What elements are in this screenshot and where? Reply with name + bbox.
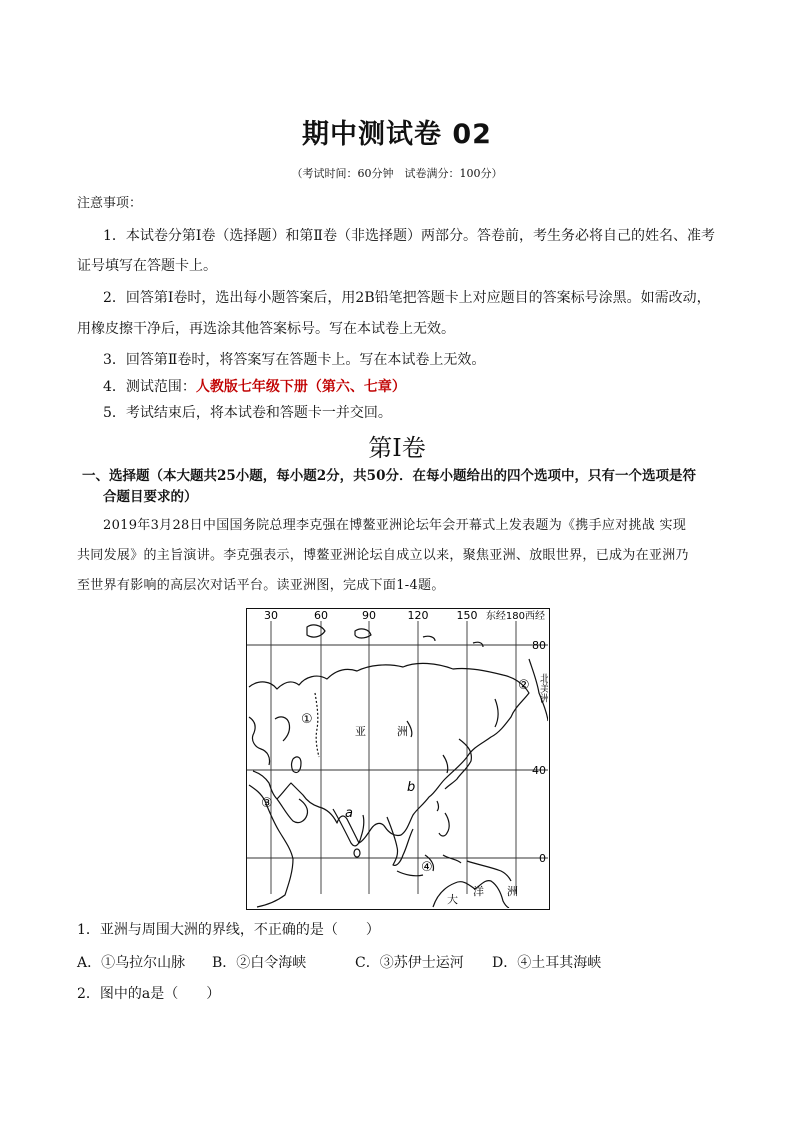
north-america-label: 北美洲 bbox=[537, 673, 548, 703]
lat-label-40: 40 bbox=[532, 764, 546, 777]
notice-item-4-prefix: 4．测试范围： bbox=[103, 379, 196, 395]
part-one-instructions-line-2: 合题目要求的） bbox=[103, 489, 198, 505]
passage-line-3: 至世界有影响的高层次对话平台。读亚洲图，完成下面1-4题。 bbox=[77, 578, 445, 593]
question-1-option-a: A．①乌拉尔山脉 bbox=[77, 955, 186, 971]
passage-line-1: 2019年3月28日中国国务院总理李克强在博鳌亚洲论坛年会开幕式上发表题为《携手应对挑战 实现 bbox=[103, 518, 687, 533]
marker-4: ④ bbox=[421, 860, 433, 875]
question-1-option-b: B．②白令海峡 bbox=[212, 955, 307, 971]
letter-b: b bbox=[407, 780, 416, 795]
marker-2: ② bbox=[518, 678, 530, 693]
asia-label-char-2: 洲 bbox=[397, 725, 408, 738]
lon-label-150: 150 bbox=[456, 609, 478, 622]
notice-item-4 bbox=[103, 377, 406, 397]
part-one-instructions-line-1: 一、选择题（本大题共25小题，每小题2分，共50分．在每小题给出的四个选项中，只有一个选项是符 bbox=[82, 468, 696, 484]
lon-label-180: 东经180西经 bbox=[485, 611, 545, 622]
passage-line-2: 共同发展》的主旨演讲。李克强表示，博鳌亚洲论坛自成立以来，聚焦亚洲、放眼世界，已成为在亚洲乃 bbox=[77, 548, 689, 563]
question-2-stem: 2．图中的a是（ ） bbox=[77, 986, 221, 1002]
lon-label-90: 90 bbox=[362, 609, 376, 622]
notice-heading: 注意事项： bbox=[77, 196, 143, 211]
section-title: 第Ⅰ卷 bbox=[368, 434, 426, 462]
lon-label-30: 30 bbox=[264, 609, 278, 622]
oceania-label-char-2: 洋 bbox=[473, 885, 484, 898]
question-1-option-c: C．③苏伊士运河 bbox=[355, 955, 464, 971]
question-1-option-d: D．④土耳其海峡 bbox=[492, 955, 602, 971]
notice-item-2-line-1: 2．回答第Ⅰ卷时，选出每小题答案后，用2B铅笔把答题卡上对应题目的答案标号涂黑。如需改动， bbox=[103, 290, 711, 306]
oceania-label-char-1: 大 bbox=[447, 893, 458, 906]
marker-3: ③ bbox=[261, 796, 273, 811]
asia-map bbox=[246, 608, 550, 910]
lat-label-0: 0 bbox=[539, 852, 546, 865]
oceania-label-char-3: 洲 bbox=[507, 885, 518, 898]
lon-label-120: 120 bbox=[407, 609, 429, 622]
notice-item-1-line-1: 1．本试卷分第Ⅰ卷（选择题）和第Ⅱ卷（非选择题）两部分。答卷前，考生务必将自己的姓名、准考 bbox=[103, 228, 715, 244]
asia-map-drawing bbox=[247, 609, 548, 908]
question-1-stem: 1．亚洲与周围大洲的界线，不正确的是（ ） bbox=[77, 922, 380, 938]
marker-1: ① bbox=[301, 712, 313, 727]
lon-label-60: 60 bbox=[314, 609, 328, 622]
coastlines bbox=[249, 625, 548, 908]
asia-label-char-1: 亚 bbox=[355, 725, 366, 738]
test-scope: 人教版七年级下册（第六、七章） bbox=[195, 379, 406, 395]
lat-label-80: 80 bbox=[532, 639, 546, 652]
notice-item-3: 3．回答第Ⅱ卷时，将答案写在答题卡上。写在本试卷上无效。 bbox=[103, 352, 486, 368]
exam-info: （考试时间：60分钟 试卷满分：100分） bbox=[291, 167, 503, 180]
page-title: 期中测试卷 02 bbox=[302, 119, 492, 150]
letter-a: a bbox=[345, 806, 353, 821]
notice-item-2-line-2: 用橡皮擦干净后，再选涂其他答案标号。写在本试卷上无效。 bbox=[77, 321, 455, 337]
notice-item-1-line-2: 证号填写在答题卡上。 bbox=[77, 258, 217, 274]
notice-item-5: 5．考试结束后，将本试卷和答题卡一并交回。 bbox=[103, 405, 392, 421]
